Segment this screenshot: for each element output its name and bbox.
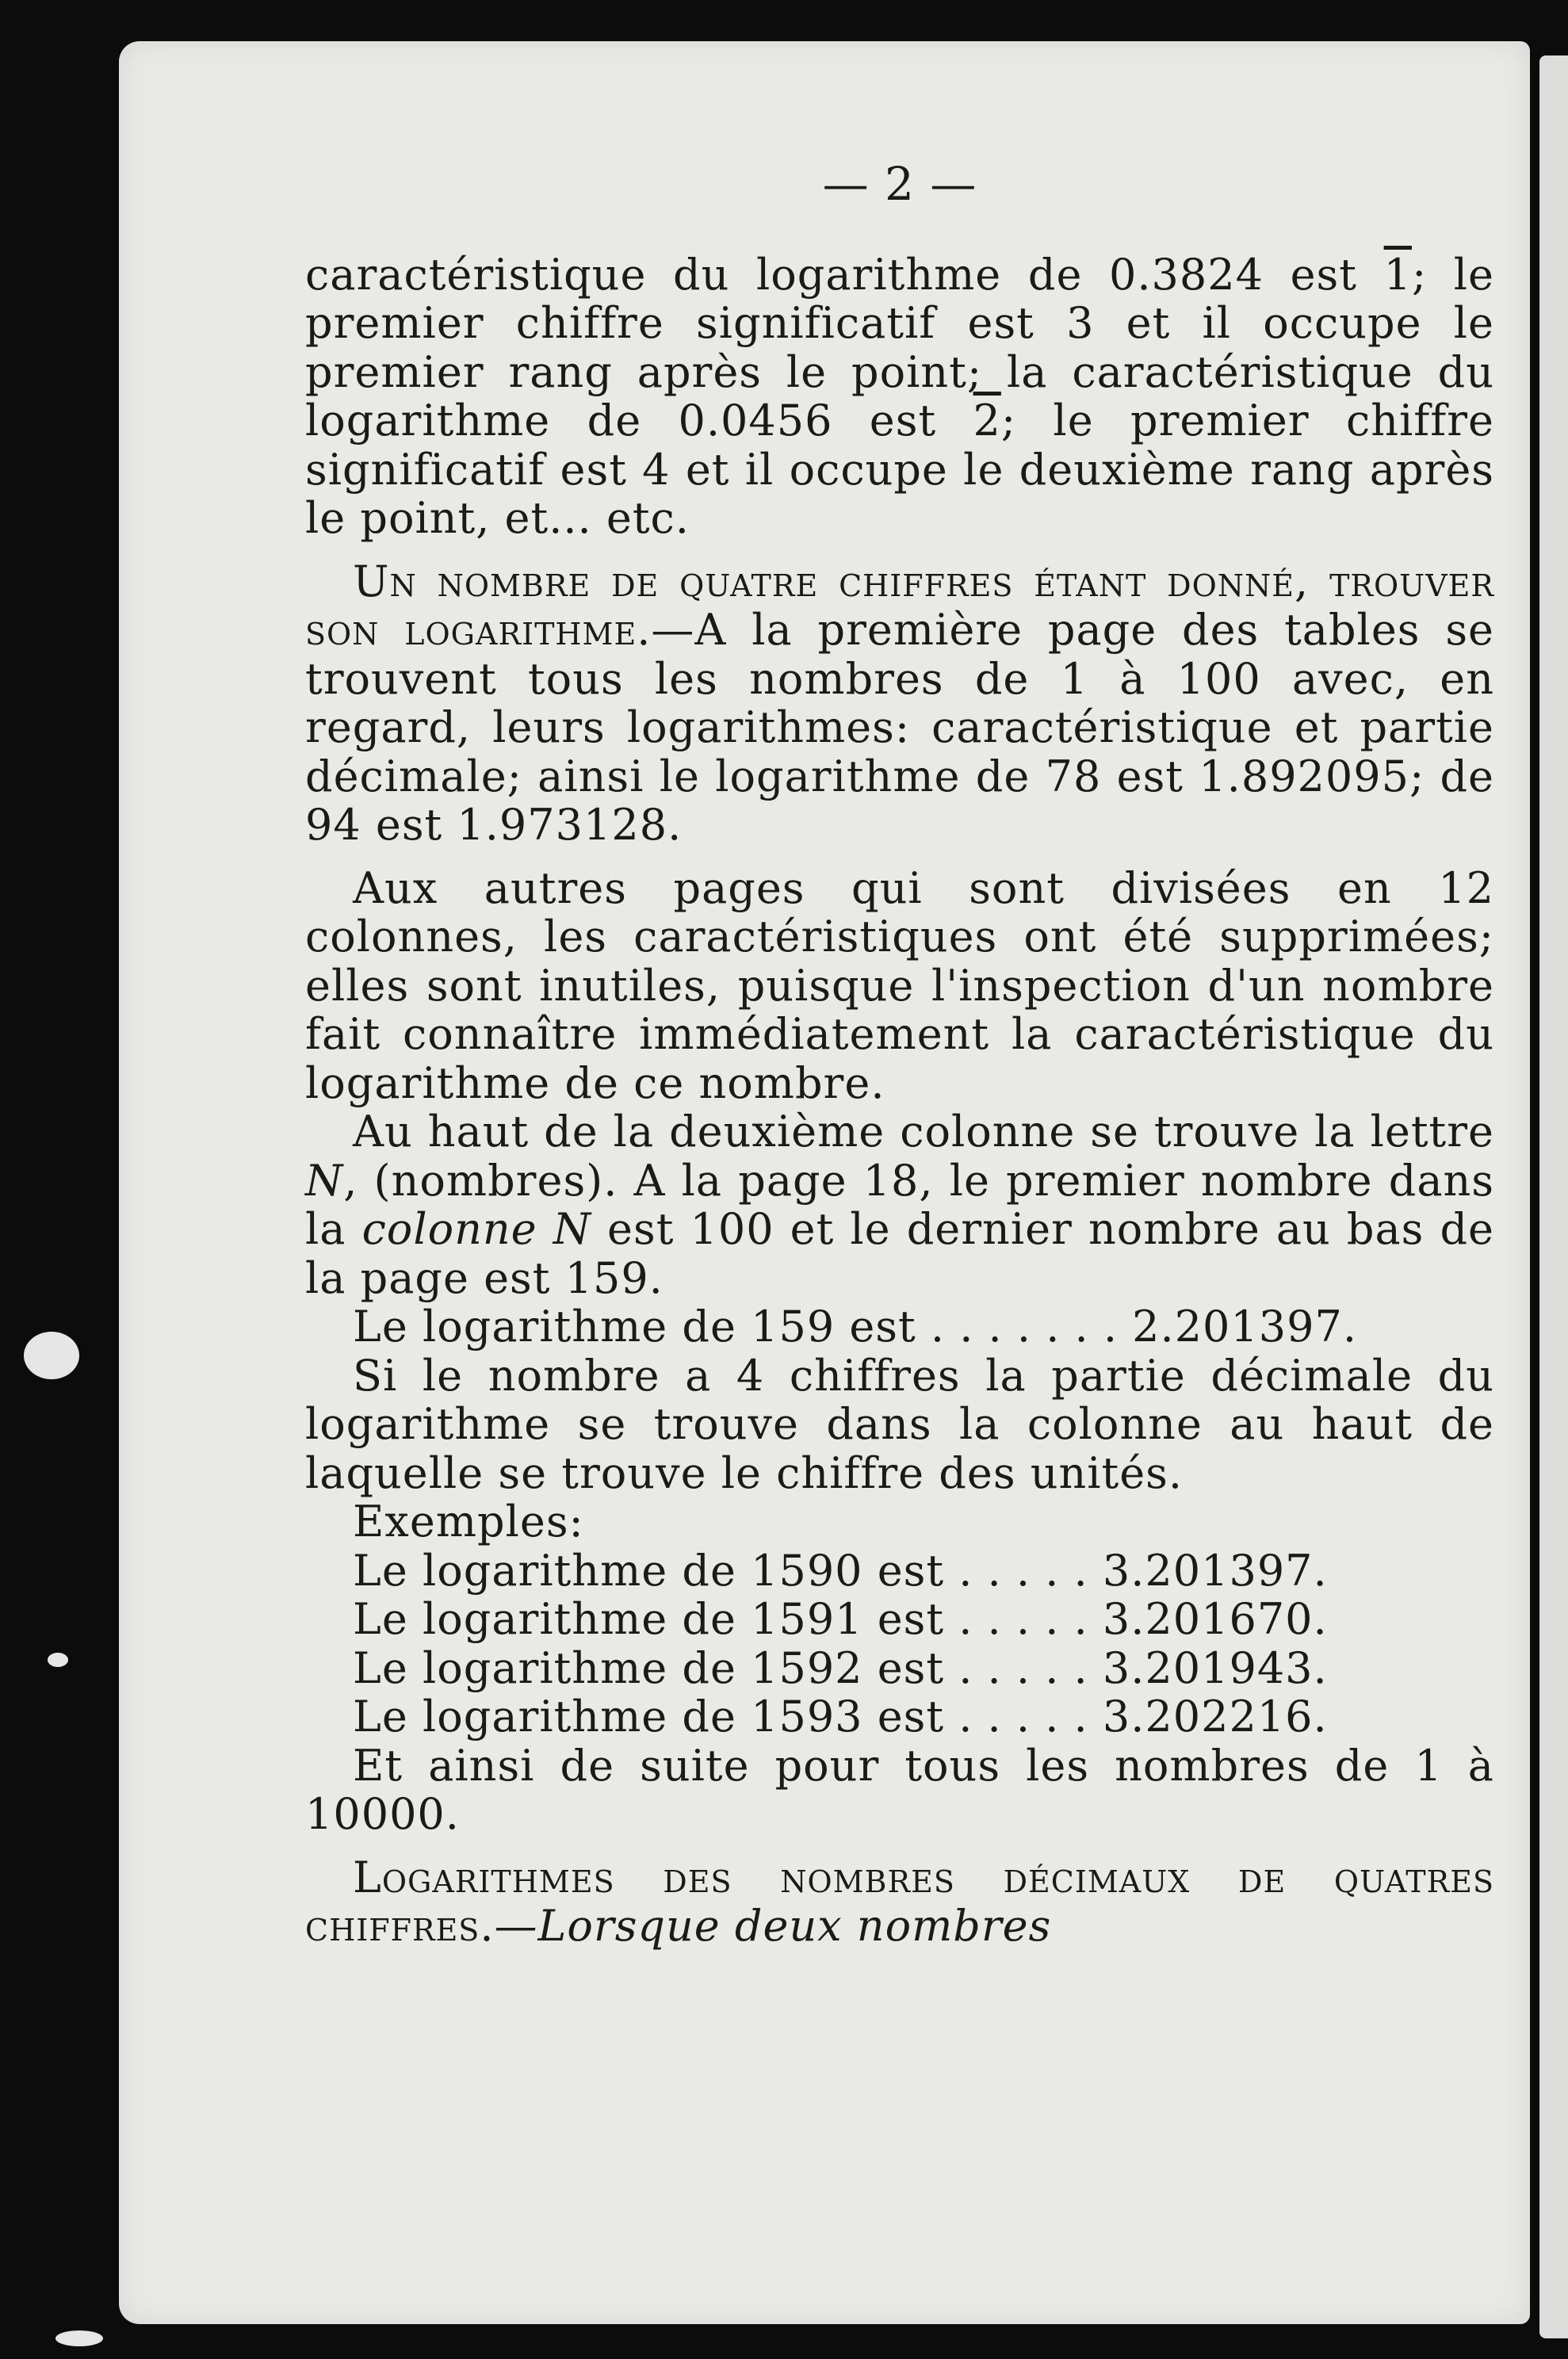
paragraph-2: Un nombre de quatre chiffres étant donné, trouver son logarithme.—A la première page des tables se trouvent tous les nombres de 1 à 100 avec, en regard, leurs logarithmes: caractéristique et partie décimale; ainsi le logarithme de 78 est 1.892095; de 94 est 1.973128.: [305, 556, 1494, 850]
paragraph-1: caractéristique du logarithme de 0.3824 est 1; le premier chiffre significatif est 3 et il occupe le premier rang après le point; la caractéristique du logarithme de 0.0456 est 2; le premier chiffre significatif est 4 et il occupe le deuxième rang après le point, et... etc.: [305, 249, 1494, 543]
scan-speck: [55, 2330, 103, 2346]
book-page: [119, 41, 1530, 2324]
section-heading-2: Logarithmes des nombres décimaux de quatres chiffres.: [305, 1852, 1494, 1951]
example-line: Le logarithme de 1593 est . . . . . 3.202216.: [353, 1692, 1328, 1742]
page-number: — 2 —: [822, 157, 977, 211]
examples-list: [305, 1547, 1494, 1742]
example-line: Le logarithme de 1590 est . . . . . 3.201397.: [353, 1545, 1328, 1596]
paragraph-3: Aux autres pages qui sont divisées en 12 colonnes, les caractéristiques ont été supprimées; elles sont inutiles, puisque l'inspection d'un nombre fait connaître immédiatement la caractéristique du logarithme de ce nombre.: [305, 862, 1494, 1108]
scan-speck: [24, 1332, 79, 1379]
adjacent-page-edge: [1539, 55, 1568, 2338]
scan-speck: [48, 1653, 68, 1667]
bar-characteristic-1: 1: [1383, 249, 1412, 300]
page-text: [305, 157, 1494, 1951]
example-line: Le logarithme de 1592 est . . . . . 3.201943.: [353, 1642, 1328, 1693]
paragraph-5: Le logarithme de 159 est . . . . . . . 2.201397.: [353, 1302, 1358, 1352]
section-heading-1: Un nombre de quatre chiffres étant donné, trouver son logarithme.: [305, 556, 1494, 655]
bar-characteristic-2: 2: [973, 396, 1001, 445]
paragraph-8: Logarithmes des nombres décimaux de quatres chiffres.—Lorsque deux nombres: [305, 1852, 1494, 1951]
paragraph-4: Au haut de la deuxième colonne se trouve la lettre N, (nombres). A la page 18, le premier nombre dans la colonne N est 100 et le dernier nombre au bas de la page est 159.: [305, 1107, 1494, 1303]
example-line: Le logarithme de 1591 est . . . . . 3.201670.: [353, 1594, 1328, 1644]
examples-label: Exemples:: [353, 1497, 584, 1547]
paragraph-6: Si le nombre a 4 chiffres la partie décimale du logarithme se trouve dans la colonne au haut de laquelle se trouve le chiffre des unités.: [305, 1350, 1494, 1498]
paragraph-7: Et ainsi de suite pour tous les nombres de 1 à 10000.: [305, 1740, 1494, 1839]
